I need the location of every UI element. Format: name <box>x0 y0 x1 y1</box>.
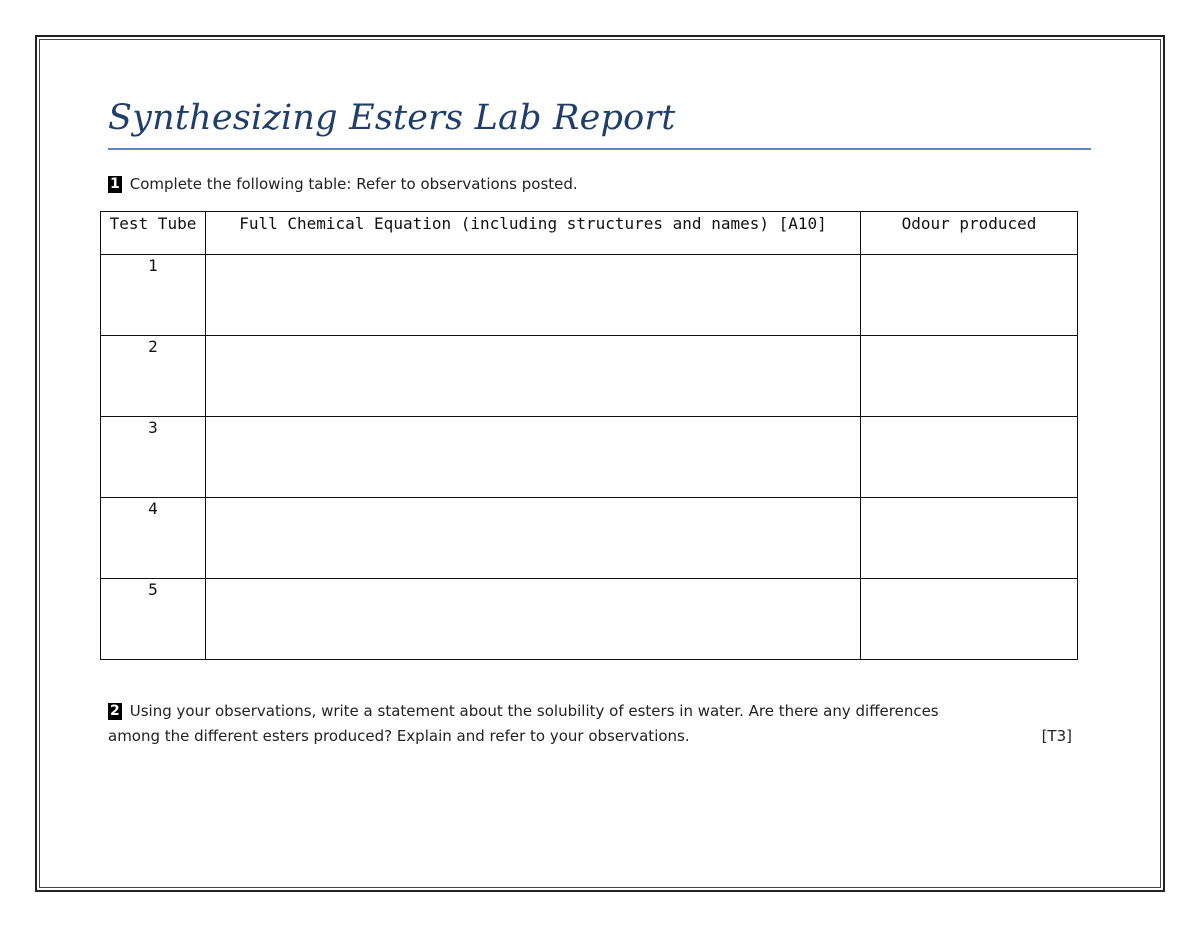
tube-number-cell: 1 <box>101 255 206 336</box>
tube-number-cell: 4 <box>101 498 206 579</box>
odour-cell[interactable] <box>861 417 1078 498</box>
equation-cell[interactable] <box>206 498 861 579</box>
observations-table <box>100 211 1078 660</box>
equation-cell[interactable] <box>206 336 861 417</box>
odour-cell[interactable] <box>861 336 1078 417</box>
question-1-number: 1 <box>110 176 120 192</box>
question-2-line-1 <box>108 700 939 722</box>
odour-cell[interactable] <box>861 579 1078 660</box>
question-2-marks: [T3] <box>1041 727 1072 745</box>
equation-cell[interactable] <box>206 417 861 498</box>
title-underline <box>108 148 1091 150</box>
question-1 <box>108 173 578 195</box>
header-odour: Odour produced <box>861 212 1078 255</box>
equation-cell[interactable] <box>206 579 861 660</box>
odour-cell[interactable] <box>861 255 1078 336</box>
question-2-text-2: among the different esters produced? Explain and refer to your observations. <box>108 727 690 745</box>
header-test-tube: Test Tube <box>101 212 206 255</box>
table-row <box>101 417 1078 498</box>
page-title: Synthesizing Esters Lab Report <box>108 98 676 138</box>
table-row <box>101 336 1078 417</box>
table-row <box>101 579 1078 660</box>
table-header-row <box>101 212 1078 255</box>
header-equation: Full Chemical Equation (including structures and names) [A10] <box>206 212 861 255</box>
question-1-text: Complete the following table: Refer to observations posted. <box>129 175 578 193</box>
equation-cell[interactable] <box>206 255 861 336</box>
tube-number-cell: 2 <box>101 336 206 417</box>
tube-number-cell: 3 <box>101 417 206 498</box>
question-2-text-1: Using your observations, write a statement about the solubility of esters in water. Are there any differences <box>129 702 939 720</box>
odour-cell[interactable] <box>861 498 1078 579</box>
question-2-number: 2 <box>110 703 120 719</box>
table-row <box>101 255 1078 336</box>
tube-number-cell: 5 <box>101 579 206 660</box>
table-row <box>101 498 1078 579</box>
